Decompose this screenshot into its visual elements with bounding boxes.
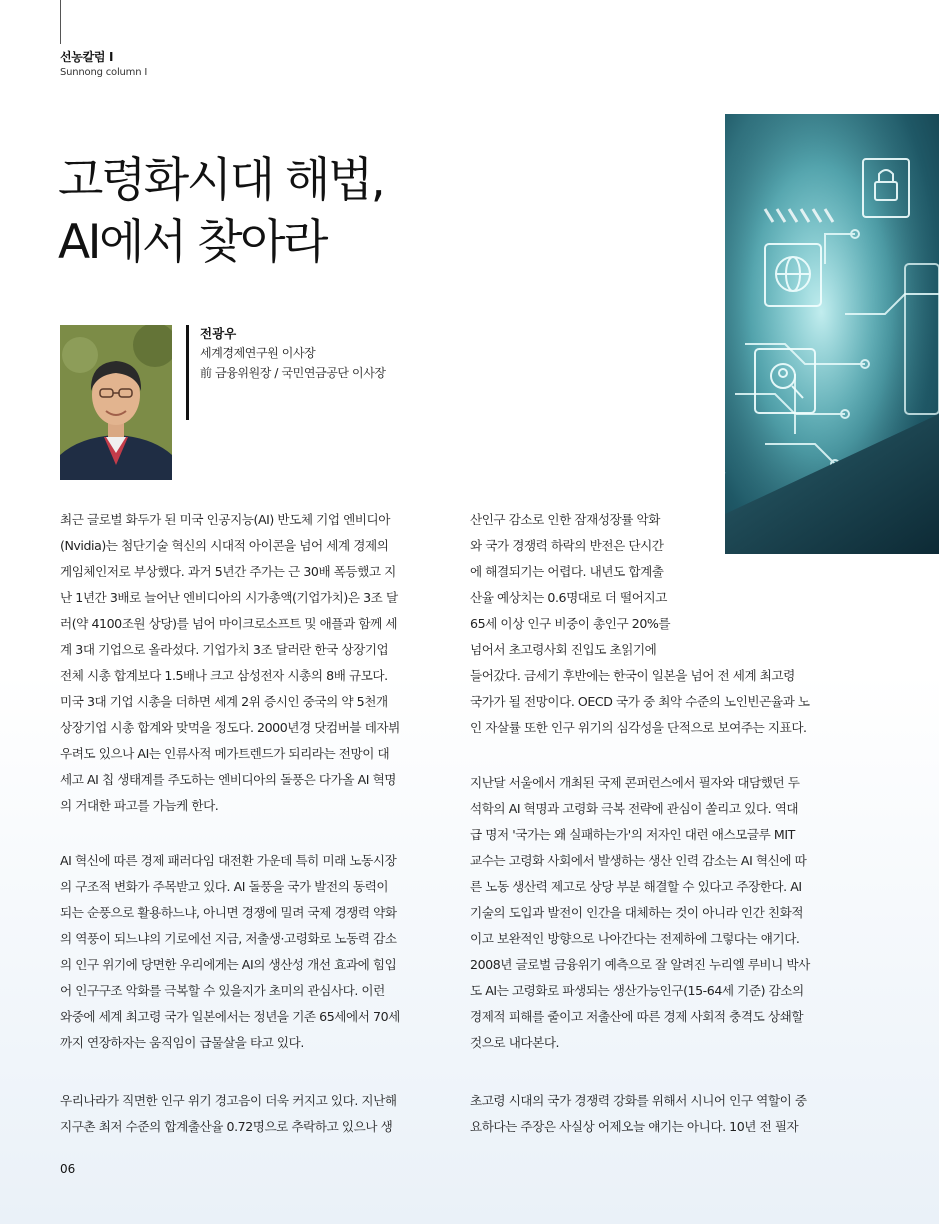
text-line: 의 거대한 파고를 가늠케 한다. (60, 798, 219, 813)
text-line: 교수는 고령화 사회에서 발생하는 생산 인력 감소는 AI 혁신에 따 (470, 853, 807, 868)
text-line: 지난달 서울에서 개최된 국제 콘퍼런스에서 필자와 대담했던 두 (470, 775, 800, 790)
author-portrait (60, 325, 172, 480)
text-line: 초고령 시대의 국가 경쟁력 강화를 위해서 시니어 인구 역할이 중 (470, 1093, 807, 1108)
text-line: 것으로 내다본다. (470, 1035, 560, 1050)
text-line: 에 해결되기는 어렵다. 내년도 합계출 (470, 564, 664, 579)
text-line: 되는 순풍으로 활용하느냐, 아니면 경쟁에 밀려 국제 경쟁력 약화 (60, 905, 397, 920)
text-line: 넘어서 초고령사회 진입도 초읽기에 (470, 642, 657, 657)
page-number: 06 (60, 1162, 76, 1176)
text-line: 급 명저 '국가는 왜 실패하는가'의 저자인 대런 애스모글루 MIT (470, 827, 795, 842)
article-title (58, 150, 678, 274)
text-line: 기술의 도입과 발전이 인간을 대체하는 것이 아니라 인간 친화적 (470, 905, 804, 920)
paragraph-left-1 (60, 507, 445, 819)
text-line: 의 인구 위기에 당면한 우리에게는 AI의 생산성 개선 효과에 힘입 (60, 957, 397, 972)
text-line: 계 3대 기업으로 올라섰다. 기업가치 3조 달러란 한국 상장기업 (60, 642, 389, 657)
text-line: AI 혁신에 따른 경제 패러다임 대전환 가운데 특히 미래 노동시장 (60, 853, 397, 868)
text-line: 우려도 있으나 AI는 인류사적 메가트렌드가 되리라는 전망이 대 (60, 746, 390, 761)
text-line: 전체 시총 합계보다 1.5배나 크고 삼성전자 시총의 8배 규모다. (60, 668, 388, 683)
section-label-korean: 선농칼럼 I (60, 50, 114, 64)
text-line: 요하다는 주장은 사실상 어제오늘 얘기는 아니다. 10년 전 필자 (470, 1119, 799, 1134)
text-line: 난 1년간 3배로 늘어난 엔비디아의 시가총액(기업가치)은 3조 달 (60, 590, 398, 605)
paragraph-right-1-narrow (470, 507, 715, 663)
paragraph-right-3 (470, 1088, 855, 1140)
text-line: 어 인구구조 악화를 극복할 수 있을지가 초미의 관심사다. 이런 (60, 983, 385, 998)
text-line: 인 자살률 또한 인구 위기의 심각성을 단적으로 보여주는 지표다. (470, 720, 807, 735)
text-line: 65세 이상 인구 비중이 총인구 20%를 (470, 616, 671, 631)
text-line: 상장기업 시총 합계와 맞먹을 정도다. 2000년경 닷컴버블 데자뷔 (60, 720, 400, 735)
text-line: 세고 AI 칩 생태계를 주도하는 엔비디아의 돌풍은 다가올 AI 혁명 (60, 772, 397, 787)
text-line: 의 역풍이 되느냐의 기로에선 지금, 저출생·고령화로 노동력 감소 (60, 931, 397, 946)
text-line: 의 구조적 변화가 주목받고 있다. AI 돌풍을 국가 발전의 동력이 (60, 879, 389, 894)
paragraph-left-3 (60, 1088, 445, 1140)
text-line: 국가가 될 전망이다. OECD 국가 중 최악 수준의 노인빈곤율과 노 (470, 694, 810, 709)
text-line: 와 국가 경쟁력 하락의 반전은 단시간 (470, 538, 664, 553)
header-rule (60, 0, 61, 44)
text-line: 이고 보완적인 방향으로 나아간다는 전제하에 그렇다는 얘기다. (470, 931, 800, 946)
text-line: 미국 3대 기업 시총을 더하면 세계 2위 증시인 중국의 약 5천개 (60, 694, 388, 709)
section-label (60, 50, 147, 80)
text-line: 른 노동 생산력 제고로 상당 부분 해결할 수 있다고 주장한다. AI (470, 879, 802, 894)
text-line: 산율 예상치는 0.6명대로 더 떨어지고 (470, 590, 667, 605)
text-line: 석학의 AI 혁명과 고령화 극복 전략에 관심이 쏠리고 있다. 역대 (470, 801, 799, 816)
text-line: 최근 글로벌 화두가 된 미국 인공지능(AI) 반도체 기업 엔비디아 (60, 512, 390, 527)
section-label-english: Sunnong column I (60, 67, 148, 78)
paragraph-right-2 (470, 770, 855, 1056)
text-line: 와중에 세계 최고령 국가 일본에서는 정년을 기존 65세에서 70세 (60, 1009, 400, 1024)
author-name: 전광우 (200, 326, 237, 341)
text-line: 경제적 피해를 줄이고 저출산에 따른 경제 사회적 충격도 상쇄할 (470, 1009, 804, 1024)
text-line: 우리나라가 직면한 인구 위기 경고음이 더욱 커지고 있다. 지난해 (60, 1093, 397, 1108)
hero-image (725, 114, 939, 554)
text-line: 게임체인저로 부상했다. 과거 5년간 주가는 근 30배 폭등했고 지 (60, 564, 396, 579)
paragraph-left-2 (60, 848, 445, 1056)
text-line: 까지 연장하자는 움직임이 급물살을 타고 있다. (60, 1035, 304, 1050)
text-line: 2008년 글로벌 금융위기 예측으로 잘 알려진 누리엘 루비니 박사 (470, 957, 810, 972)
text-line: 도 AI는 고령화로 파생되는 생산가능인구(15-64세 기준) 감소의 (470, 983, 804, 998)
author-info (200, 325, 386, 383)
paragraph-right-1-wide (470, 663, 855, 741)
author-role-1: 세계경제연구원 이사장 (200, 346, 316, 360)
title-line-2: AI에서 찾아라 (58, 215, 326, 270)
title-line-1: 고령화시대 해법, (58, 153, 384, 208)
text-line: 들어갔다. 금세기 후반에는 한국이 일본을 넘어 전 세계 최고령 (470, 668, 795, 683)
text-line: 산인구 감소로 인한 잠재성장률 악화 (470, 512, 660, 527)
author-divider (186, 325, 189, 420)
author-role-2: 前 금융위원장 / 국민연금공단 이사장 (200, 366, 386, 380)
text-line: (Nvidia)는 첨단기술 혁신의 시대적 아이콘을 넘어 세계 경제의 (60, 538, 389, 553)
text-line: 러(약 4100조원 상당)를 넘어 마이크로소프트 및 애플과 함께 세 (60, 616, 398, 631)
text-line: 지구촌 최저 수준의 합계출산율 0.72명으로 추락하고 있으나 생 (60, 1119, 393, 1134)
